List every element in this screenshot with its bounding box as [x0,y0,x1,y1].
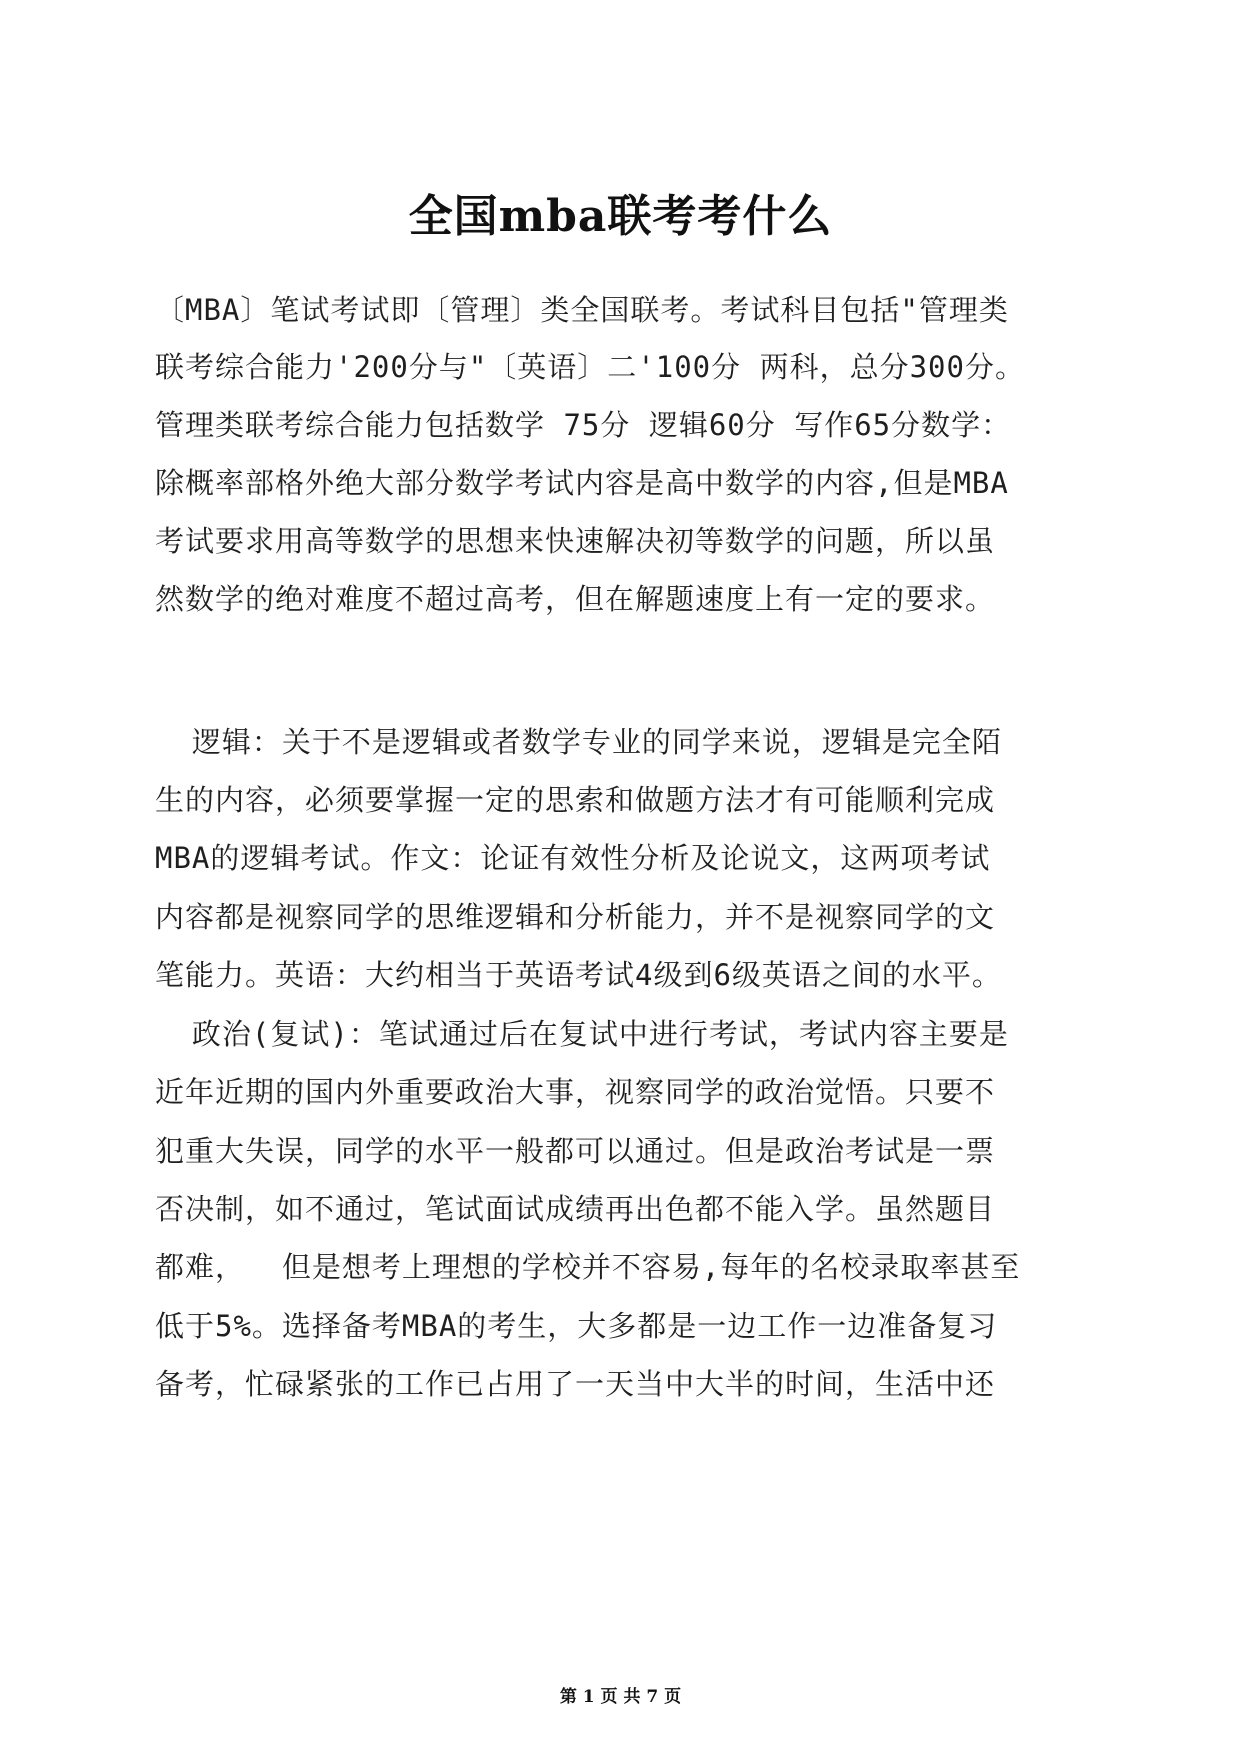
body-line-9: MBA的逻辑考试。作文：论证有效性分析及论说文，这两项考试 [155,841,991,875]
body-line-4: 除概率部格外绝大部分数学考试内容是高中数学的内容,但是MBA [155,466,1009,500]
body-line-2: 联考综合能力'200分与"〔英语〕二'100分 两科，总分300分。 [155,350,1025,384]
body-line-8: 生的内容，必须要掌握一定的思索和做题方法才有可能顺利完成 [155,783,996,817]
body-line-16: 都难， 但是想考上理想的学校并不容易,每年的名校录取率甚至 [155,1250,1021,1284]
body-line-11: 笔能力。英语：大约相当于英语考试4级到6级英语之间的水平。 [155,958,1002,992]
body-line-6: 然数学的绝对难度不超过高考，但在解题速度上有一定的要求。 [155,582,996,616]
body-line-3: 管理类联考综合能力包括数学 75分 逻辑60分 写作65分数学： [155,408,1012,442]
body-line-15: 否决制，如不通过，笔试面试成绩再出色都不能入学。虽然题目 [155,1192,996,1226]
body-line-5: 考试要求用高等数学的思想来快速解决初等数学的问题，所以虽 [155,524,996,558]
body-line-7: 逻辑：关于不是逻辑或者数学专业的同学来说，逻辑是完全陌 [155,725,1002,759]
body-line-17: 低于5%。选择备考MBA的考生，大多都是一边工作一边准备复习 [155,1309,998,1343]
body-line-10: 内容都是视察同学的思维逻辑和分析能力，并不是视察同学的文 [155,900,996,934]
document-title: 全国mba联考考什么 [408,191,833,242]
body-line-1: 〔MBA〕笔试考试即〔管理〕类全国联考。考试科目包括"管理类 [155,293,1009,327]
body-line-14: 犯重大失误，同学的水平一般都可以通过。但是政治考试是一票 [155,1134,996,1168]
body-line-18: 备考，忙碌紧张的工作已占用了一天当中大半的时间，生活中还 [155,1367,996,1401]
body-line-12: 政治(复试)：笔试通过后在复试中进行考试，考试内容主要是 [155,1017,1009,1051]
page-number-footer: 第 1 页 共 7 页 [559,1687,682,1707]
body-line-13: 近年近期的国内外重要政治大事，视察同学的政治觉悟。只要不 [155,1075,996,1109]
